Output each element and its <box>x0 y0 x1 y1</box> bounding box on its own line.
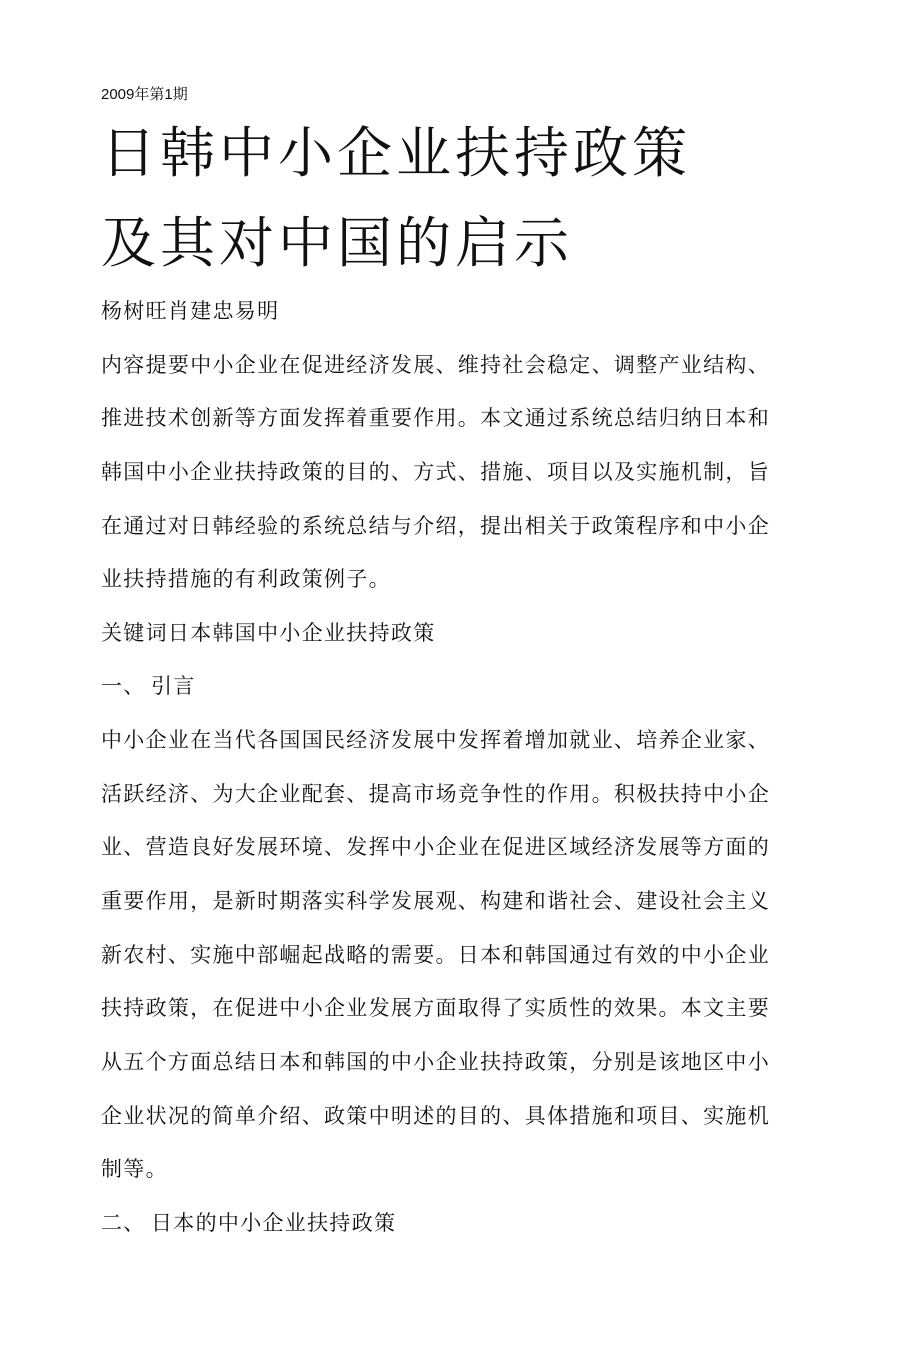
abstract-line: 在通过对日韩经验的系统总结与介绍，提出相关于政策程序和中小企 <box>101 514 770 538</box>
section-heading-2 <box>101 1213 396 1234</box>
body-line: 制等。 <box>101 1157 168 1181</box>
section-number: 一、 <box>101 674 146 698</box>
body-line: 扶持政策，在促进中小企业发展方面取得了实质性的效果。本文主要 <box>101 996 770 1020</box>
section-heading-1 <box>101 676 196 697</box>
body-line: 中小企业在当代各国国民经济发展中发挥着增加就业、培养企业家、 <box>101 728 770 752</box>
body-line: 新农村、实施中部崛起战略的需要。日本和韩国通过有效的中小企业 <box>101 943 770 967</box>
section-number: 二、 <box>101 1211 146 1235</box>
body-line: 重要作用，是新时期落实科学发展观、构建和谐社会、建设社会主义 <box>101 889 770 913</box>
body-line: 从五个方面总结日本和韩国的中小企业扶持政策，分别是该地区中小 <box>101 1050 770 1074</box>
title-line-2: 及其对中国的启示 <box>101 211 574 275</box>
body-line: 业、营造良好发展环境、发挥中小企业在促进区域经济发展等方面的 <box>101 835 770 859</box>
abstract-line: 业扶持措施的有利政策例子。 <box>101 567 391 591</box>
abstract-line: 内容提要中小企业在促进经济发展、维持社会稳定、调整产业结构、 <box>101 353 770 377</box>
body-line: 活跃经济、为大企业配套、提高市场竞争性的作用。积极扶持中小企 <box>101 782 770 806</box>
body-line: 企业状况的简单介绍、政策中明述的目的、具体措施和项目、实施机 <box>101 1104 770 1128</box>
section-title: 引言 <box>151 674 196 698</box>
issue-label: 2009年第1期 <box>101 86 188 103</box>
keywords: 关键词日本韩国中小企业扶持政策 <box>101 621 436 645</box>
abstract-line: 推进技术创新等方面发挥着重要作用。本文通过系统总结归纳日本和 <box>101 406 770 430</box>
section-title: 日本的中小企业扶持政策 <box>151 1211 397 1235</box>
title-line-1: 日韩中小企业扶持政策 <box>101 121 692 185</box>
abstract-line: 韩国中小企业扶持政策的目的、方式、措施、项目以及实施机制，旨 <box>101 460 770 484</box>
authors: 杨树旺肖建忠易明 <box>101 299 280 323</box>
